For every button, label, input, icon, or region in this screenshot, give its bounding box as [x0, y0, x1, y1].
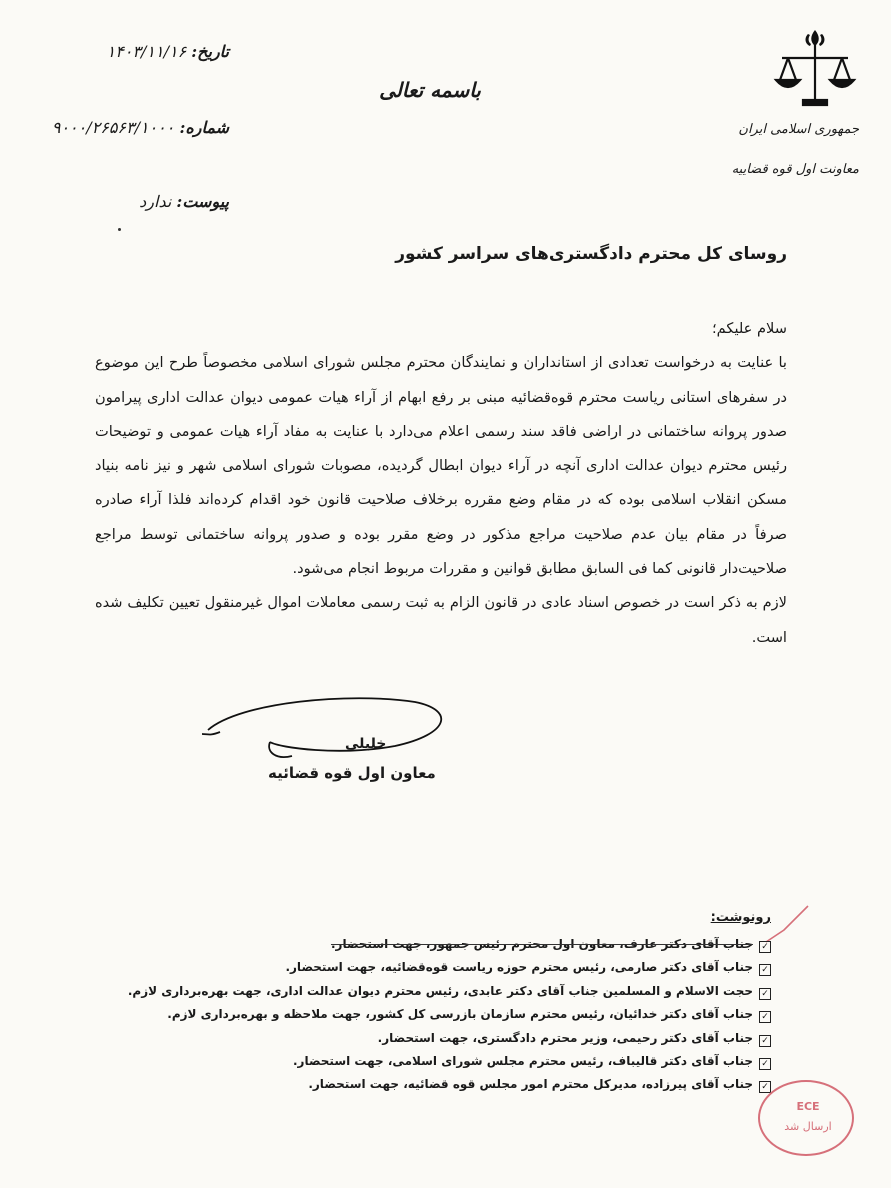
signature-scribble-icon [200, 690, 460, 770]
date-value: ۱۴۰۳/۱۱/۱۶ [106, 42, 187, 61]
sent-stamp [758, 1080, 858, 1160]
letter-attachment [139, 192, 229, 211]
ink-dot [118, 228, 121, 231]
cc-item: ✓جناب آقای دکتر عارف، معاون اول محترم رئیس جمهور، جهت استحضار. [131, 933, 771, 956]
date-label: تاریخ: [191, 42, 229, 61]
letter-body [95, 312, 787, 655]
cc-item: ✓جناب آقای دکتر خدائیان، رئیس محترم سازمان بازرسی کل کشور، جهت ملاحظه و بهره‌برداری لازم. [131, 1003, 771, 1026]
cc-item: ✓حجت الاسلام و المسلمین جناب آقای دکتر عابدی، رئیس محترم دیوان عدالت اداری، جهت بهره‌برداری لازم. [131, 980, 771, 1003]
addressee: روسای کل محترم دادگستری‌های سراسر کشور [395, 244, 787, 264]
letter-date [107, 42, 229, 61]
cc-list [127, 933, 771, 1097]
org-department: معاونت اول قوه قضاییه [731, 162, 859, 177]
checkbox-icon: ✓ [759, 964, 771, 976]
cc-item: ✓جناب آقای دکتر قالیباف، رئیس محترم مجلس شورای اسلامی، جهت استحضار. [131, 1050, 771, 1073]
body-paragraph-1: با عنایت به درخواست تعدادی از استانداران و نمایندگان محترم مجلس شورای اسلامی مخصوصاً طرح این موضوع در سفرهای استانی ریاست محترم قوه‌قضائیه مبنی بر رفع ابهام از آراء هیات عمومی دیوان عدالت اداری پیرامون صدور پروانه ساختمانی در اراضی فاقد سند رسمی اعلام می‌دارد با عنایت به مفاد آراء هیات عمومی و توضیحات رئیس محترم دیوان عدالت اداری آنچه در آراء دیوان ابطال گردیده، مصوبات شورای اسلامی شهر و نیز نامه بنیاد مسکن انقلاب اسلامی بوده که در مقام وضع مقرره برخلاف صلاحیت قانون خود اقدام کرده‌اند فلذا آراء صادره صرفاً در مقام بیان عدم صلاحیت مراجع مذکور در وضع مقرر بوده و صدور پروانه ساختمانی توسط مراجع صلاحیت‌دار قانونی کما فی السابق مطابق قوانین و مقررات مربوط انجام می‌شود. [95, 354, 787, 578]
cc-label: رونوشت: [710, 910, 771, 925]
letter-number [52, 118, 229, 137]
checkbox-icon: ✓ [759, 1058, 771, 1070]
cc-item: ✓جناب آقای پیرزاده، مدیرکل محترم امور مجلس قوه قضائیه، جهت استحضار. [131, 1073, 771, 1096]
org-name: جمهوری اسلامی ایران [738, 122, 859, 137]
attachment-label: پیوست: [176, 192, 229, 211]
checkbox-icon: ✓ [759, 941, 771, 953]
stamp-text: ارسال شد [784, 1120, 832, 1133]
number-label: شماره: [179, 118, 229, 137]
cc-item: ✓جناب آقای دکتر صارمی، رئیس محترم حوزه ریاست قوه‌قضائیه، جهت استحضار. [131, 956, 771, 979]
checkbox-icon: ✓ [759, 1081, 771, 1093]
body-paragraph-2: لازم به ذکر است در خصوص اسناد عادی در قانون الزام به ثبت رسمی معاملات اموال غیرمنقول تعیین تکلیف شده است. [95, 594, 787, 646]
checkbox-icon: ✓ [759, 988, 771, 1000]
signatory-title: معاون اول قوه قضائیه [268, 764, 436, 782]
checkbox-icon: ✓ [759, 1035, 771, 1047]
cc-item: ✓جناب آقای دکتر رحیمی، وزیر محترم دادگستری، جهت استحضار. [131, 1027, 771, 1050]
invocation: باسمه تعالی [379, 78, 481, 102]
stamp-ring [758, 1080, 854, 1156]
greeting: سلام علیکم؛ [712, 320, 787, 337]
judiciary-emblem-icon [770, 28, 860, 110]
signatory-name: خلیلی [345, 736, 387, 752]
number-value: ۹۰۰۰/۲۶۵۶۳/۱۰۰۰ [51, 118, 175, 137]
checkbox-icon: ✓ [759, 1011, 771, 1023]
attachment-value: ندارد [139, 192, 172, 211]
stamp-code: ECE [796, 1100, 820, 1113]
